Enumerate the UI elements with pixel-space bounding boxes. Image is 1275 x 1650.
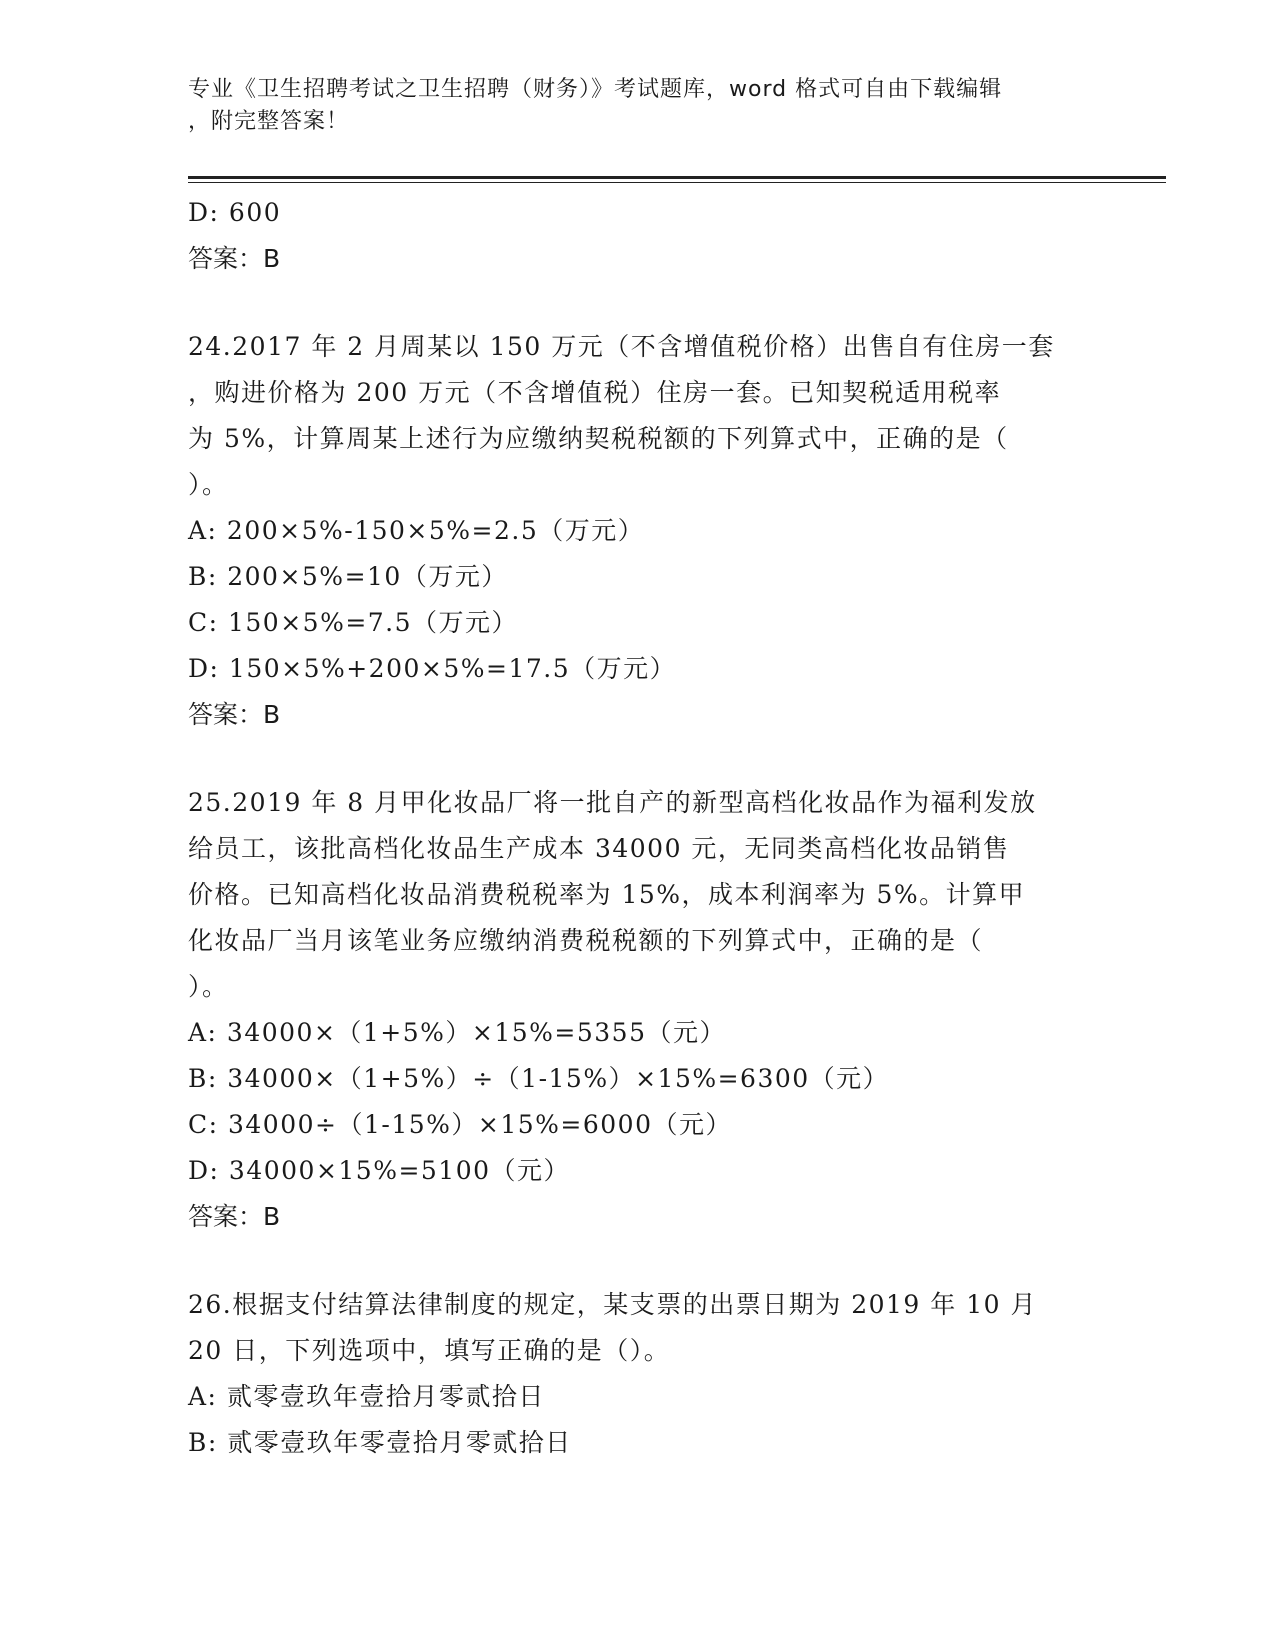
option-b: B: 34000×（1+5%）÷（1-15%）×15%=6300（元） [188,1064,890,1093]
question-26 [188,1282,1088,1466]
answer-line: 答案：B [188,700,281,729]
option-a: A: 贰零壹玖年壹拾月零贰拾日 [188,1382,545,1411]
question-25 [188,780,1088,1240]
question-stem-line: 价格。已知高档化妆品消费税税率为 15%，成本利润率为 5%。计算甲 [188,880,1026,909]
answer-line: 答案：B [188,244,281,273]
header-divider-thick [188,176,1166,179]
option-b: B: 200×5%=10（万元） [188,562,508,591]
question-stem-line: 20 日，下列选项中，填写正确的是（）。 [188,1336,671,1365]
header-divider-thin [188,182,1166,183]
question-stem-line: 给员工，该批高档化妆品生产成本 34000 元，无同类高档化妆品销售 [188,834,1010,863]
question-stem-line: ）。 [188,972,229,1001]
question-stem-line: 26.根据支付结算法律制度的规定，某支票的出票日期为 2019 年 10 月 [188,1290,1037,1319]
question-stem-line: 25.2019 年 8 月甲化妆品厂将一批自产的新型高档化妆品作为福利发放 [188,788,1037,817]
option-a: A: 34000×（1+5%）×15%=5355（元） [188,1018,726,1047]
question-stem-line: 24.2017 年 2 月周某以 150 万元（不含增值税价格）出售自有住房一套 [188,332,1055,361]
header-line-1: 专业《卫生招聘考试之卫生招聘（财务）》考试题库，word 格式可自由下载编辑 [188,77,1003,102]
page-header [188,74,1088,138]
question-24 [188,324,1088,738]
question-23-tail [188,190,1088,282]
option-a: A: 200×5%-150×5%=2.5（万元） [188,516,645,545]
question-stem-line: ，购进价格为 200 万元（不含增值税）住房一套。已知契税适用税率 [188,378,1002,407]
option-d: D: 34000×15%=5100（元） [188,1156,571,1185]
option-d: D: 600 [188,198,282,227]
option-c: C: 34000÷（1-15%）×15%=6000（元） [188,1110,732,1139]
question-stem-line: ）。 [188,470,229,499]
question-stem-line: 化妆品厂当月该笔业务应缴纳消费税税额的下列算式中，正确的是（ [188,926,984,955]
question-content [188,190,1088,1466]
option-c: C: 150×5%=7.5（万元） [188,608,519,637]
option-b: B: 贰零壹玖年零壹拾月零贰拾日 [188,1428,572,1457]
option-d: D: 150×5%+200×5%=17.5（万元） [188,654,677,683]
header-line-2: ，附完整答案！ [188,109,350,134]
answer-line: 答案：B [188,1202,281,1231]
question-stem-line: 为 5%，计算周某上述行为应缴纳契税税额的下列算式中，正确的是（ [188,424,1009,453]
